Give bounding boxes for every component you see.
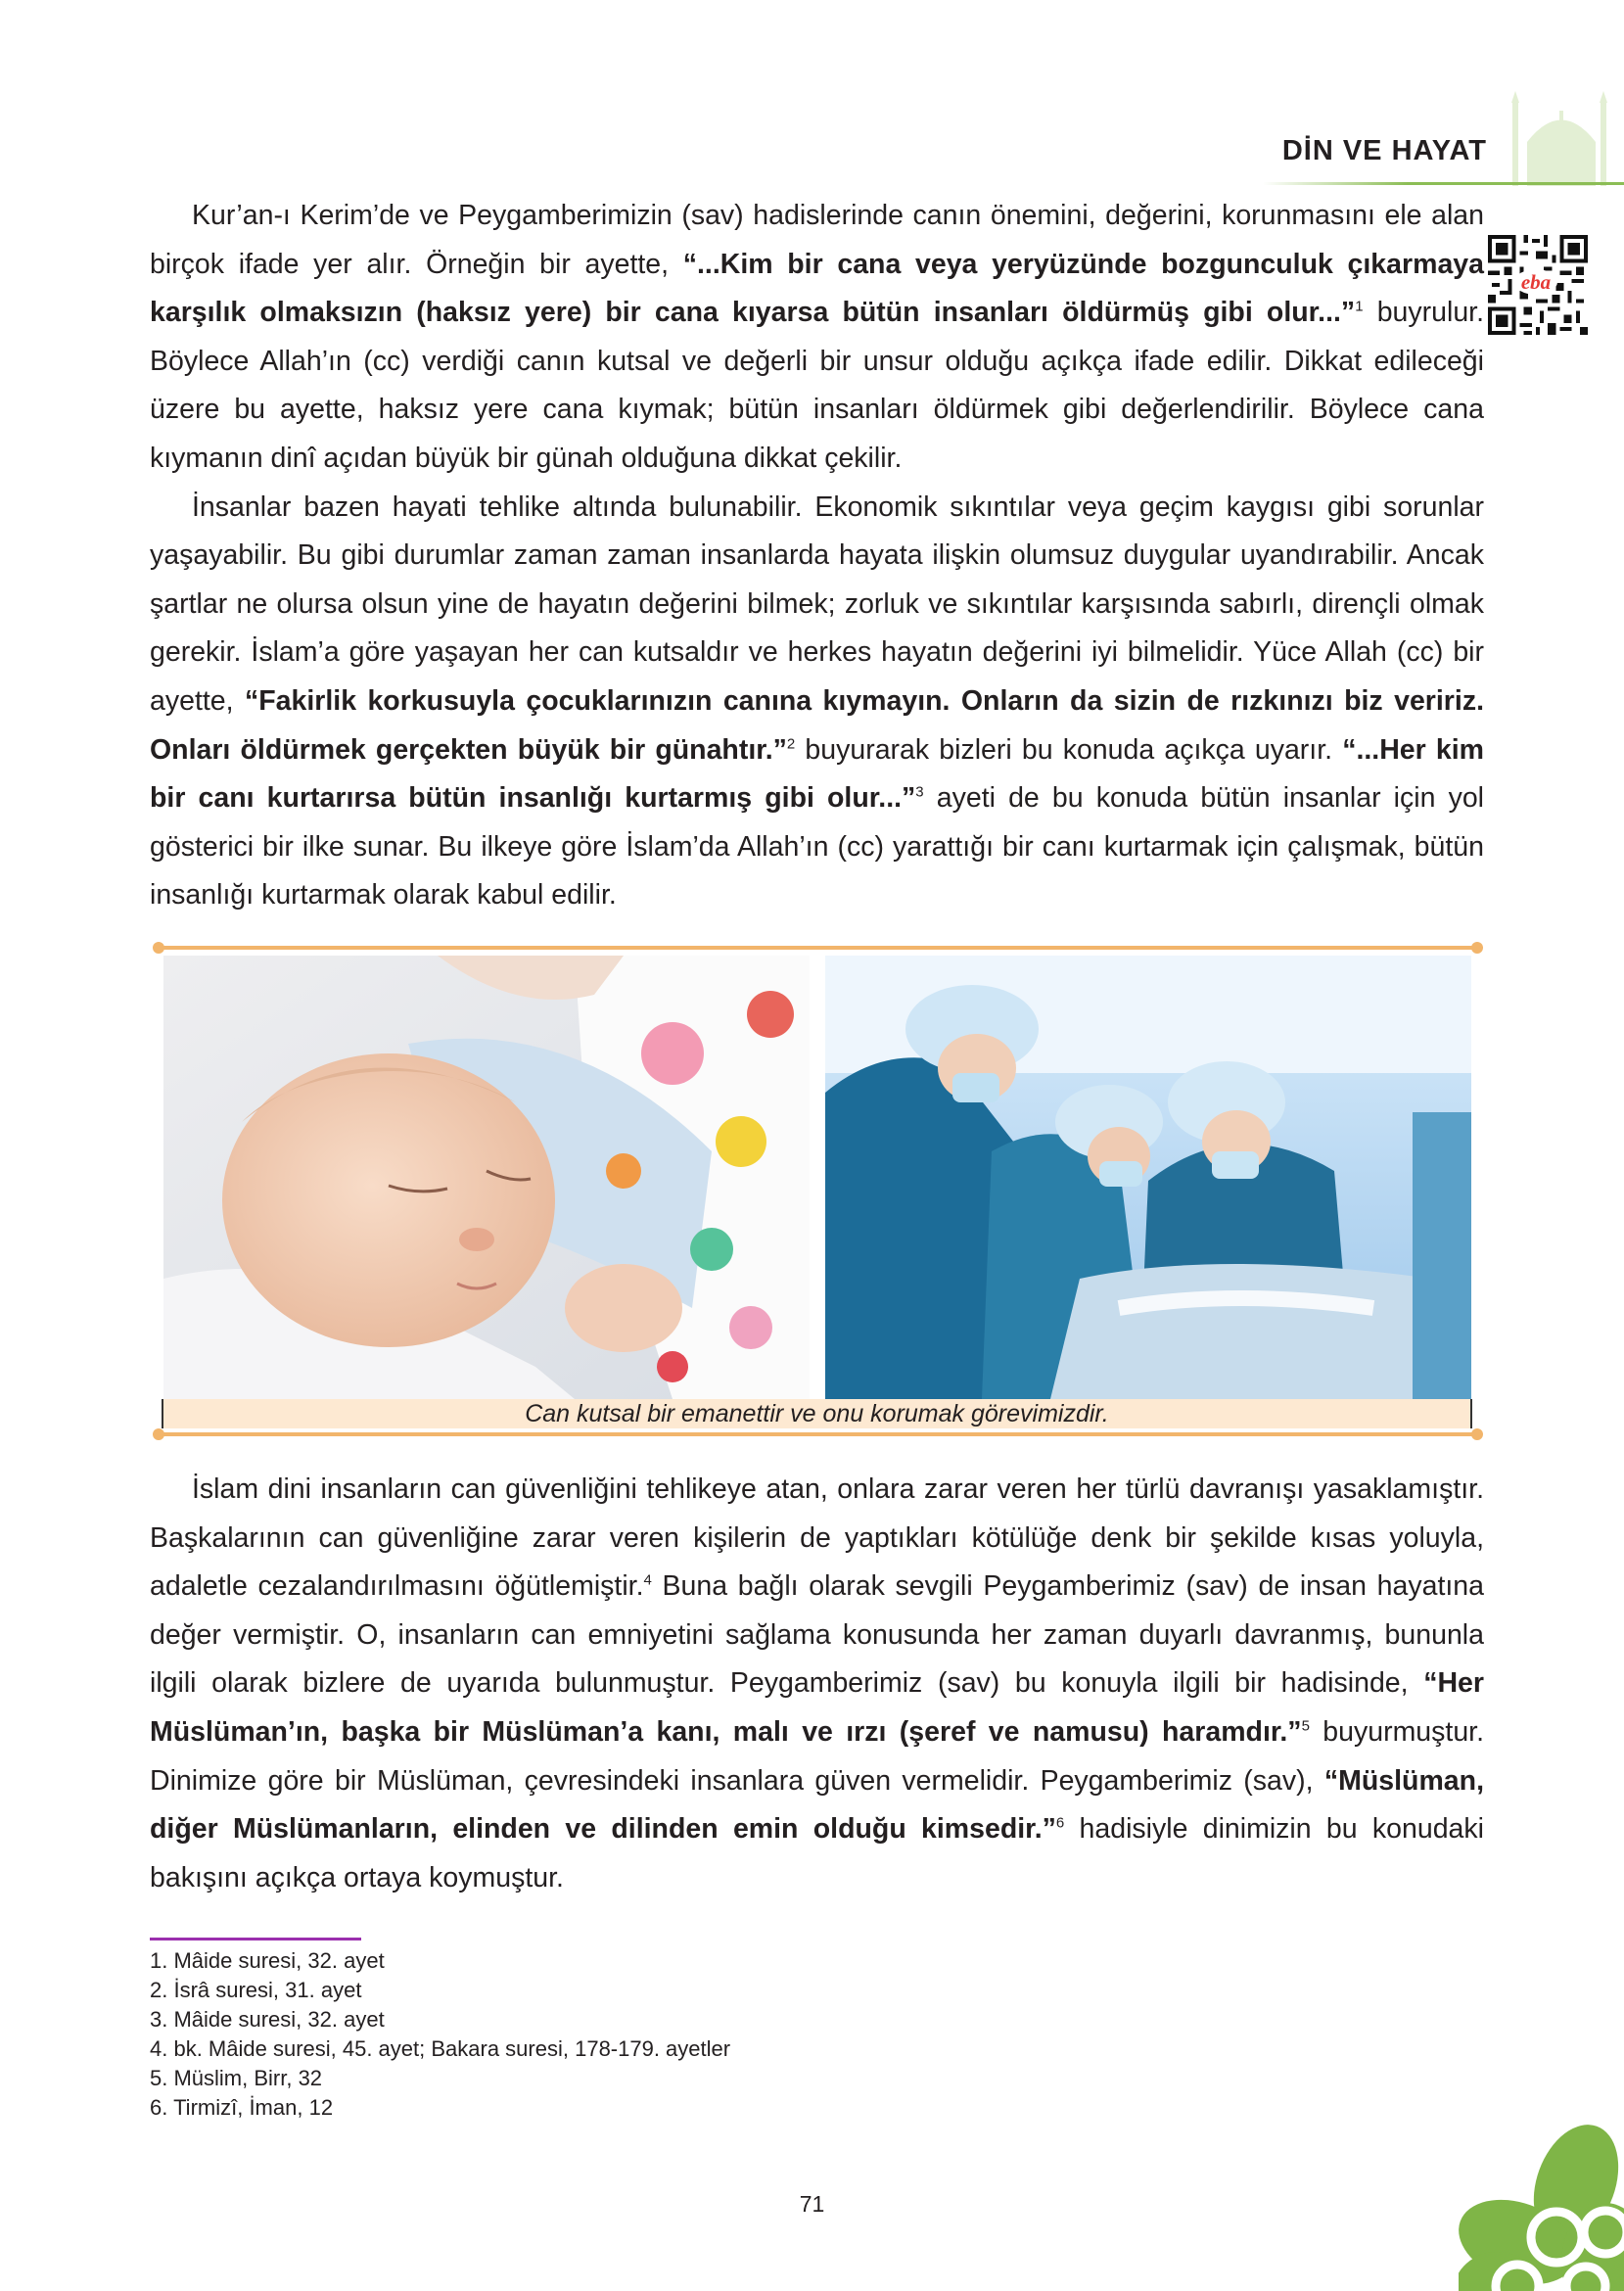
surgery-team-photo [825, 956, 1471, 1399]
sleeping-baby-photo [163, 956, 810, 1399]
footnote-item: 4. bk. Mâide suresi, 45. ayet; Bakara suresi, 178-179. ayetler [150, 2036, 731, 2061]
footnote-ref[interactable]: 3 [915, 783, 924, 801]
quran-quote: “...Her kim bir canı kurtarırsa bütün insanlığı kurtarmış gibi olur...” [150, 733, 1484, 815]
main-text-block [150, 192, 1484, 920]
border-dot [1471, 1428, 1483, 1440]
figure-top-border [157, 946, 1479, 950]
figure-caption: Can kutsal bir emanettir ve onu korumak görevimizdir. [162, 1399, 1472, 1428]
floral-corner-decoration-icon [1459, 2125, 1624, 2291]
footnote-item: 3. Mâide suresi, 32. ayet [150, 2007, 385, 2032]
eba-badge: eba [1514, 269, 1557, 295]
border-dot [1471, 942, 1483, 954]
footnote-ref[interactable]: 2 [786, 735, 796, 753]
page-number: 71 [799, 2191, 825, 2217]
footnote-item: 6. Tirmizî, İman, 12 [150, 2095, 334, 2120]
footnote-item: 2. İsrâ suresi, 31. ayet [150, 1978, 362, 2002]
border-dot [153, 942, 164, 954]
footnote-ref[interactable]: 6 [1055, 1814, 1065, 1832]
quran-quote: “...Kim bir cana veya yeryüzünde bozgunculuk çıkarmaya karşılık olmaksızın (haksız yere) bir cana kıyarsa bütün insanları öldürmüş gibi olur...” [150, 248, 1484, 329]
second-text-block [150, 1466, 1484, 1902]
footnotes-list [150, 1946, 730, 2123]
footnote-item: 5. Müslim, Birr, 32 [150, 2066, 323, 2090]
footnote-ref[interactable]: 4 [643, 1571, 652, 1589]
photo-figure [157, 946, 1479, 1436]
figure-bottom-border [157, 1432, 1479, 1436]
mosque-silhouette-icon [1503, 83, 1624, 186]
footnote-item: 1. Mâide suresi, 32. ayet [150, 1948, 385, 1973]
quran-quote: “Fakirlik korkusuyla çocuklarınızın canına kıymayın. Onların da sizin de rızkınızı biz veririz. Onları öldürmek gerçekten büyük bir günahtır.” [150, 684, 1484, 766]
paragraph: İnsanlar bazen hayati tehlike altında bulunabilir. Ekonomik sıkıntılar veya geçim kaygısı gibi sorunlar yaşayabilir. Bu gibi durumlar zaman zaman insanlarda hayata ilişkin olumsuz duygular uyandırabilir. Ancak şartlar ne olursa olsun yine de hayatın değerini bilmek; zorluk ve sıkıntılar karşısında sabırlı, dirençli olmak gerekir. İslam’a göre yaşayan her can kutsaldır ve herkes hayatın değerini iyi bilmelidir. Yüce Allah (cc) bir ayette, “Fakirlik korkusuyla çocuklarınızın canına kıymayın. Onların da sizin de rızkınızı biz veririz. Onları öldürmek gerçekten büyük bir günahtır.”$^2$ buyurarak bizleri bu konuda açıkça uyarır. “...Her kim bir canı kurtarırsa bütün insanlığı kurtarmış gibi olur...”$^3$ ayeti de bu konuda bütün insanlar için yol gösterici bir ilke sunar. Bu ilkeye göre İslam’da Allah’ın (cc) yarattığı bir canı kurtarmak için çalışmak, bütün insanlığı kurtarmak olarak kabul edilir. [150, 491, 1484, 912]
hadith-quote: “Her Müslüman’ın, başka bir Müslüman’a kanı, malı ve ırzı (şeref ve namusu) haramdır.” [150, 1667, 1484, 1748]
header-divider [1263, 182, 1624, 185]
footnote-ref[interactable]: 5 [1301, 1717, 1310, 1735]
footnote-ref[interactable]: 1 [1355, 298, 1364, 315]
border-dot [153, 1428, 164, 1440]
paragraph: Kur’an-ı Kerim’de ve Peygamberimizin (sav) hadislerinde canın önemini, değerini, korunmasını ele alan birçok ifade yer alır. Örneğin bir ayette, “...Kim bir cana veya yeryüzünde bozgunculuk çıkarmaya karşılık olmaksızın (haksız yere) bir cana kıyarsa bütün insanları öldürmüş gibi olur...”$^1$ buyrulur. Böylece Allah’ın (cc) verdiği canın kutsal ve değerli bir unsur olduğu açıkça ifade edilir. Dikkat edileceği üzere bu ayette, haksız yere cana kıymak; bütün insanları öldürmek gibi değerlendirilir. Böylece cana kıymanın dinî açıdan büyük bir günah olduğuna dikkat çekilir. [150, 200, 1484, 474]
footnote-divider [150, 1938, 361, 1940]
paragraph: İslam dini insanların can güvenliğini tehlikeye atan, onlara zarar veren her türlü davranışı yasaklamıştır. Başkalarının can güvenliğine zarar veren kişilerin de yaptıkları kötülüğe denk bir şekilde kısas yoluyla, adaletle cezalandırılmasını öğütlemiştir.$^4$ Buna bağlı olarak sevgili Peygamberimiz (sav) de insan hayatına değer vermiştir. O, insanların can emniyetini sağlama konusunda her zaman duyarlı davranmış, bununla ilgili olarak bizlere de uyarıda bulunmuştur. Peygamberimiz (sav) bu konuyla ilgili bir hadisinde, “Her Müslüman’ın, başka bir Müslüman’a kanı, malı ve ırzı (şeref ve namusu) haramdır.”$^5$ buyurmuştur. Dinimize göre bir Müslüman, çevresindeki insanlara güven vermelidir. Peygamberimiz (sav), “Müslüman, diğer Müslümanların, elinden ve dilinden emin olduğu kimsedir.”$^6$ hadisiyle dinimizin bu konudaki bakışını açıkça ortaya koymuştur. [150, 1473, 1485, 1894]
hadith-quote: “Müslüman, diğer Müslümanların, elinden ve dilinden emin olduğu kimsedir.” [150, 1764, 1484, 1846]
page-header-title: DİN VE HAYAT [1281, 135, 1487, 166]
